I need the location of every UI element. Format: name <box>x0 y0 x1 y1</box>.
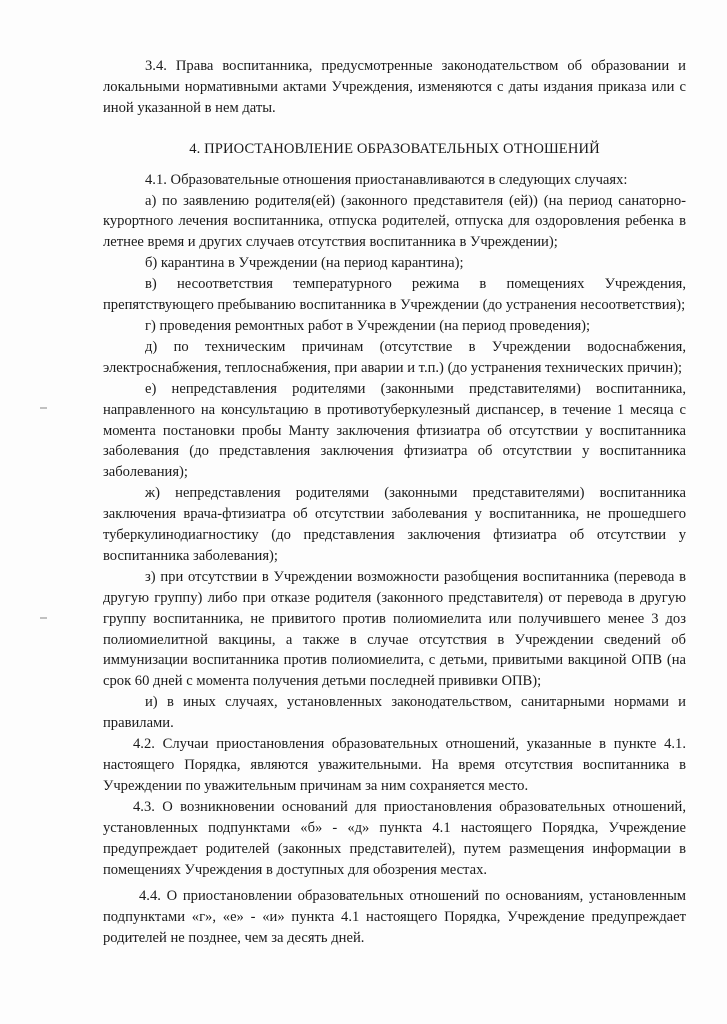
section-heading: 4. ПРИОСТАНОВЛЕНИЕ ОБРАЗОВАТЕЛЬНЫХ ОТНОШЕНИЙ <box>189 140 600 157</box>
list-item-b: б) карантина в Учреждении (на период карантина); <box>145 255 464 272</box>
paragraph-4-1: 4.1. Образовательные отношения приостанавливаются в следующих случаях: <box>145 171 628 188</box>
list-item-i: и) в иных случаях, установленных законодательством, санитарными нормами и правилами. <box>103 694 686 732</box>
list-item-zh: ж) непредставления родителями (законными представителями) воспитанника заключения врача-фтизиатра об отсутствии заболевания у воспитанника, не прошедшего туберкулинодиагностику (до представления заключения фтизиатра об отсутствии у воспитанника заболевания); <box>103 485 686 564</box>
scan-margin-mark <box>40 617 47 619</box>
list-item-g: г) проведения ремонтных работ в Учреждении (на период проведения); <box>145 317 591 334</box>
paragraph-4-3: 4.3. О возникновении оснований для приостановления образовательных отношений, установленных подпунктами «б» - «д» пункта 4.1 настоящего Порядка, Учреждение предупреждает родителей (законных представителей), путем размещения информации в помещениях Учреждения в доступных для обозрения местах. <box>103 798 686 878</box>
list-item-z: з) при отсутствии в Учреждении возможности разобщения воспитанника (перевода в другую группу) либо при отказе родителя (законного представителя) от перевода в другую группу воспитанника, не привитого против полиомиелита или получившего менее 3 доз полиомиелитной вакцины, а также в случае отсутствия в Учреждении сведений об иммунизации воспитанника против полиомиелита, с детьми, привитыми вакциной ОПВ (на срок 60 дней с момента получения детьми последней прививки ОПВ); <box>103 568 686 690</box>
list-item-d: д) по техническим причинам (отсутствие в Учреждении водоснабжения, электроснабжения, теплоснабжения, при аварии и т.п.) (до устранения технических причин); <box>103 338 686 376</box>
paragraph-4-2: 4.2. Случаи приостановления образовательных отношений, указанные в пункте 4.1. настоящего Порядка, являются уважительными. На время отсутствия воспитанника в Учреждении по уважительным причинам за ним сохраняется место. <box>103 736 686 794</box>
list-item-v: в) несоответствия температурного режима в помещениях Учреждения, препятствующего пребыванию воспитанника в Учреждении (до устранения несоответствия); <box>103 276 686 314</box>
scan-margin-mark <box>40 407 47 409</box>
paragraph-4-4: 4.4. О приостановлении образовательных отношений по основаниям, установленным подпунктами «г», «е» - «и» пункта 4.1 настоящего Порядка, Учреждение предупреждает родителей не позднее, чем за десять дней. <box>103 888 686 947</box>
paragraph-3-4: 3.4. Права воспитанника, предусмотренные законодательством об образовании и локальными нормативными актами Учреждения, изменяются с даты издания приказа или с иной указанной в нем даты. <box>103 58 686 116</box>
list-item-a: а) по заявлению родителя(ей) (законного представителя (ей)) (на период санаторно-курортного лечения воспитанника, отпуска родителей, отпуска для оздоровления ребенка в летнее время и других случаев отсутствия воспитанника в Учреждении); <box>103 192 686 251</box>
list-item-e: е) непредставления родителями (законными представителями) воспитанника, направленного на консультацию в противотуберкулезный диспансер, в течение 1 месяца с момента постановки пробы Манту заключения фтизиатра об отсутствии у воспитанника заболевания (до представления заключения фтизиатра об отсутствии у воспитанника заболевания); <box>103 380 686 481</box>
document-body <box>103 56 686 949</box>
